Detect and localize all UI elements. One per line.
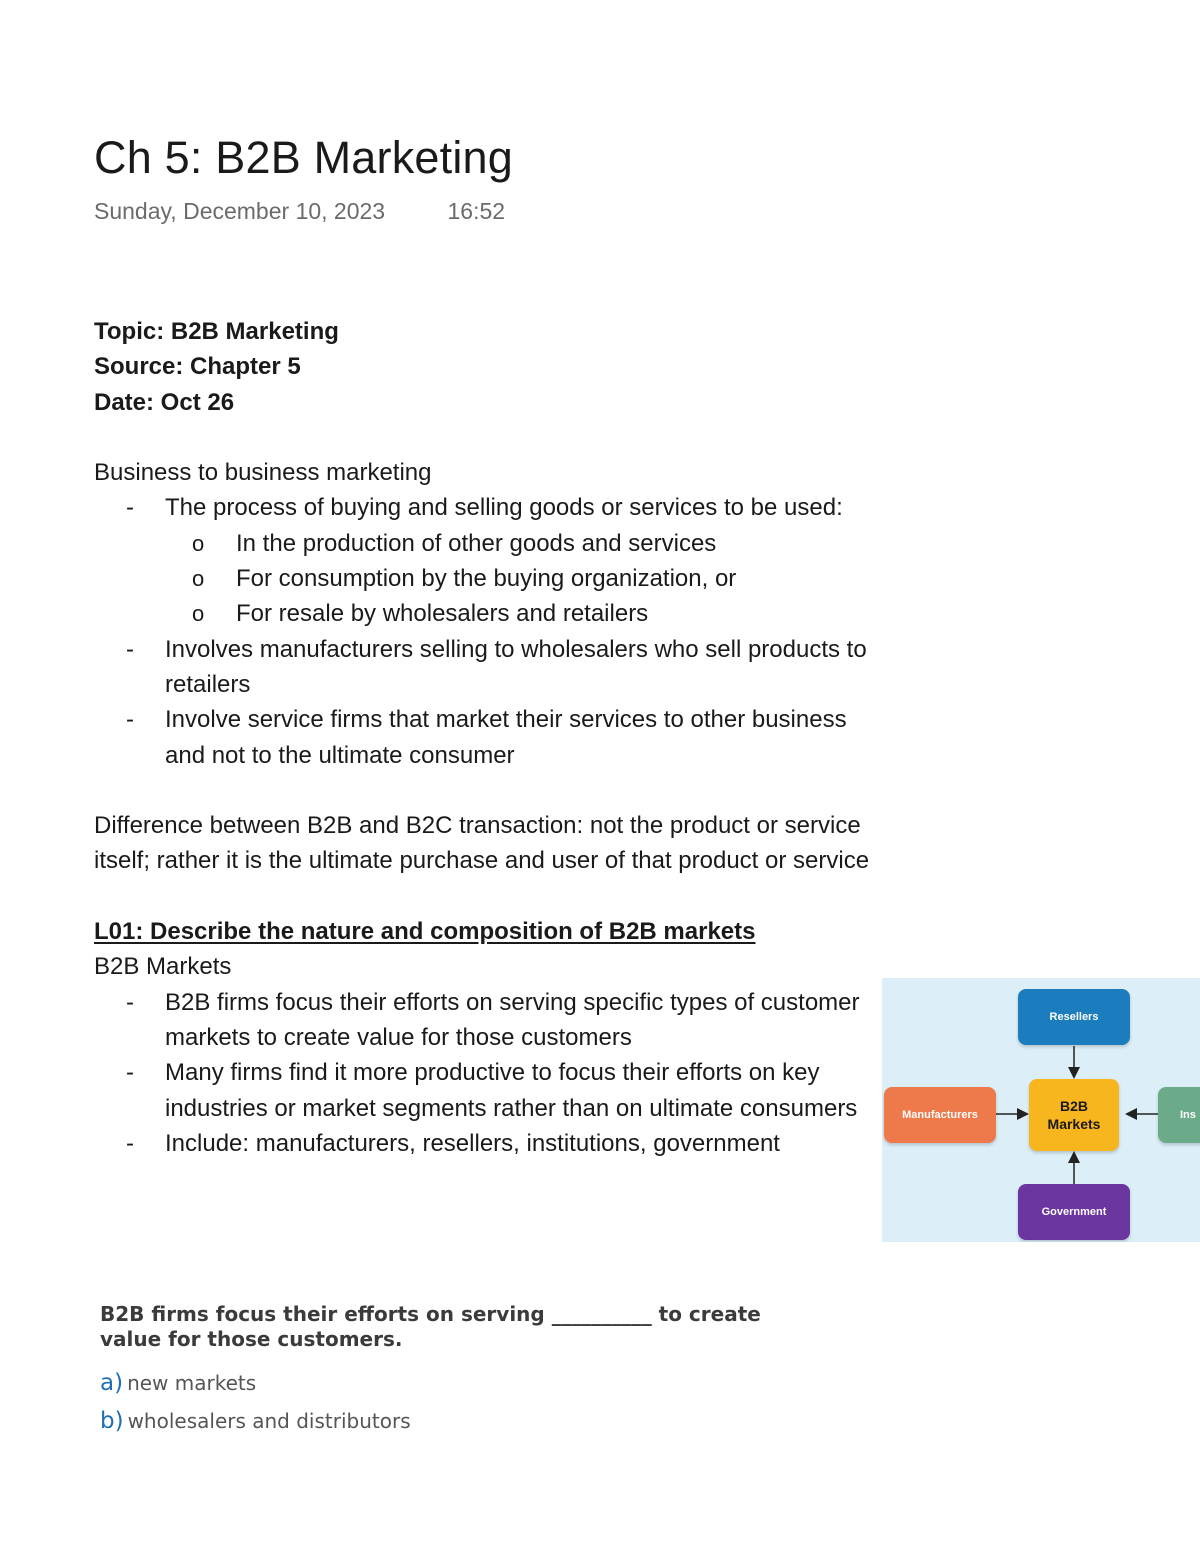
quiz-option-b[interactable] bbox=[100, 1402, 820, 1440]
diagram-node-right: Ins bbox=[1158, 1087, 1200, 1143]
list-item bbox=[94, 632, 874, 703]
note-date: Sunday, December 10, 2023 bbox=[94, 198, 386, 224]
list-item bbox=[94, 561, 874, 596]
section-subtitle: B2B Markets bbox=[94, 953, 232, 981]
topic-line: Topic: B2B Marketing bbox=[94, 318, 339, 345]
list-item-text: Involves manufacturers selling to wholesalers who sell products to retailers bbox=[165, 635, 867, 698]
spacer bbox=[94, 879, 874, 914]
b2b-definition-list bbox=[94, 490, 874, 772]
diagram-node-center: B2B Markets bbox=[1029, 1079, 1119, 1151]
dash-bullet: - bbox=[126, 1059, 134, 1087]
dash-bullet: - bbox=[126, 635, 134, 663]
list-item bbox=[94, 702, 874, 773]
list-item-text: Include: manufacturers, resellers, institutions, government bbox=[165, 1129, 780, 1157]
spacer bbox=[94, 773, 874, 808]
date-line: Date: Oct 26 bbox=[94, 388, 235, 416]
list-item-text: For resale by wholesalers and retailers bbox=[236, 600, 649, 628]
list-item bbox=[94, 985, 874, 1056]
diagram-node-top: Resellers bbox=[1018, 989, 1130, 1045]
note-time: 16:52 bbox=[447, 198, 506, 224]
circle-bullet-icon: o bbox=[192, 530, 205, 556]
list-item bbox=[94, 596, 874, 631]
list-item-text: The process of buying and selling goods or services to be used: bbox=[165, 494, 843, 522]
section-title-b2b: Business to business marketing bbox=[94, 459, 432, 487]
quiz-option-a[interactable] bbox=[100, 1364, 820, 1402]
circle-bullet-icon: o bbox=[192, 601, 205, 627]
list-item-text: Many firms find it more productive to focus their efforts on key industries or market segments rather than on ultimate consumers bbox=[165, 1059, 858, 1122]
list-item bbox=[94, 490, 874, 525]
difference-paragraph: Difference between B2B and B2C transaction: not the product or service itself; rather it is the ultimate purchase and user of that product or service bbox=[94, 812, 870, 875]
b2b-markets-diagram bbox=[882, 978, 1200, 1242]
b2b-markets-list bbox=[94, 985, 874, 1161]
option-text: new markets bbox=[127, 1371, 257, 1395]
dash-bullet: - bbox=[126, 706, 134, 734]
option-text: wholesalers and distributors bbox=[127, 1409, 411, 1433]
list-item-text: In the production of other goods and services bbox=[236, 529, 717, 557]
option-letter: a) bbox=[100, 1370, 124, 1396]
list-item bbox=[94, 526, 874, 561]
quiz-snippet bbox=[100, 1302, 820, 1440]
list-item bbox=[94, 1055, 874, 1126]
dash-bullet: - bbox=[126, 988, 134, 1016]
note-body bbox=[94, 314, 874, 1161]
circle-bullet-icon: o bbox=[192, 566, 205, 592]
list-item-text: Involve service firms that market their services to other business and not to the ultimate consumer bbox=[165, 706, 847, 769]
diagram-node-left: Manufacturers bbox=[884, 1087, 996, 1143]
learning-objective-heading: L01: Describe the nature and composition of B2B markets bbox=[94, 918, 756, 946]
list-item-text: For consumption by the buying organization, or bbox=[236, 565, 737, 593]
dash-bullet: - bbox=[126, 1129, 134, 1157]
source-line: Source: Chapter 5 bbox=[94, 353, 301, 381]
diagram-node-bottom: Government bbox=[1018, 1184, 1130, 1240]
list-item bbox=[94, 1126, 874, 1161]
note-meta bbox=[94, 198, 505, 225]
dash-bullet: - bbox=[126, 494, 134, 522]
option-letter: b) bbox=[100, 1408, 124, 1434]
page-title: Ch 5: B2B Marketing bbox=[94, 132, 513, 183]
spacer bbox=[94, 420, 874, 455]
quiz-question: B2B firms focus their efforts on serving __________ to create value for those customers. bbox=[100, 1302, 761, 1351]
list-item-text: B2B firms focus their efforts on serving specific types of customer markets to create value for those customers bbox=[165, 988, 860, 1051]
